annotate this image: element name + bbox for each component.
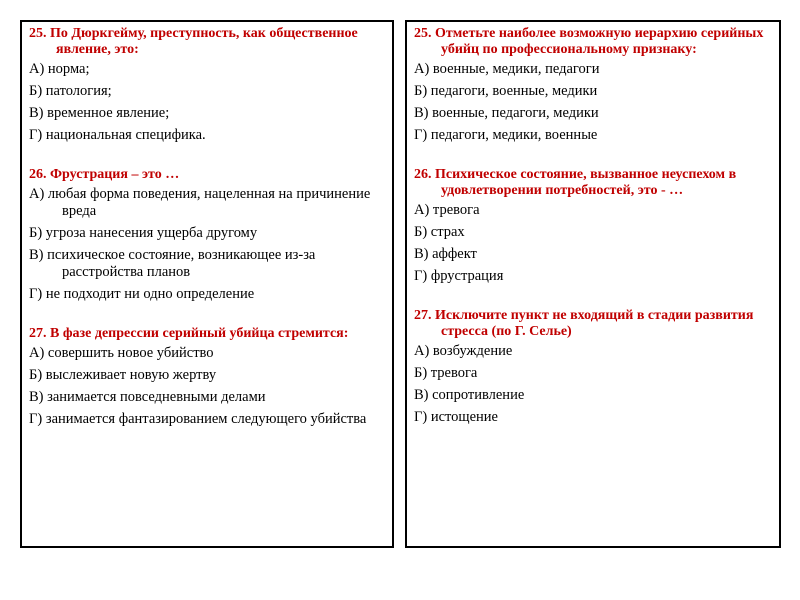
answer-option: Г) истощение bbox=[414, 409, 498, 425]
answer-option: Б) патология; bbox=[29, 83, 112, 99]
question-title: 26. Фрустрация – это … bbox=[29, 167, 180, 182]
answer-option: В) временное явление; bbox=[29, 105, 170, 121]
left-question-column bbox=[20, 20, 394, 548]
answer-option: Б) угроза нанесения ущерба другому bbox=[29, 225, 258, 241]
answer-option: Г) не подходит ни одно определение bbox=[29, 286, 255, 302]
answer-option: Г) национальная специфика. bbox=[29, 127, 206, 143]
answer-option: Б) тревога bbox=[414, 365, 478, 381]
answer-option: А) военные, медики, педагоги bbox=[414, 61, 600, 77]
right-question-column bbox=[405, 20, 781, 548]
answer-option: Г) педагоги, медики, военные bbox=[414, 127, 598, 143]
answer-option: В) психическое состояние, возникающее из-за расстройства планов bbox=[29, 247, 316, 280]
answer-option: Б) педагоги, военные, медики bbox=[414, 83, 598, 99]
answer-option: Б) выслеживает новую жертву bbox=[29, 367, 217, 383]
answer-option: Г) фрустрация bbox=[414, 268, 504, 284]
answer-option: В) сопротивление bbox=[414, 387, 525, 403]
question-title: 27. Исключите пункт не входящий в стадии развития стресса (по Г. Селье) bbox=[414, 308, 754, 339]
answer-option: А) совершить новое убийство bbox=[29, 345, 214, 361]
answer-option: А) тревога bbox=[414, 202, 480, 218]
answer-option: В) военные, педагоги, медики bbox=[414, 105, 599, 121]
question-title: 26. Психическое состояние, вызванное неуспехом в удовлетворении потребностей, это - … bbox=[414, 167, 737, 198]
question-title: 25. Отметьте наиболее возможную иерархию серийных убийц по профессиональному признаку: bbox=[414, 26, 764, 57]
answer-option: Б) страх bbox=[414, 224, 465, 240]
answer-option: Г) занимается фантазированием следующего убийства bbox=[29, 411, 367, 427]
question-title: 27. В фазе депрессии серийный убийца стремится: bbox=[29, 326, 349, 341]
answer-option: А) возбуждение bbox=[414, 343, 513, 359]
answer-option: А) любая форма поведения, нацеленная на причинение вреда bbox=[29, 186, 371, 219]
question-title: 25. По Дюркгейму, преступность, как общественное явление, это: bbox=[29, 26, 358, 57]
answer-option: В) аффект bbox=[414, 246, 477, 262]
answer-option: В) занимается повседневными делами bbox=[29, 389, 266, 405]
answer-option: А) норма; bbox=[29, 61, 90, 77]
